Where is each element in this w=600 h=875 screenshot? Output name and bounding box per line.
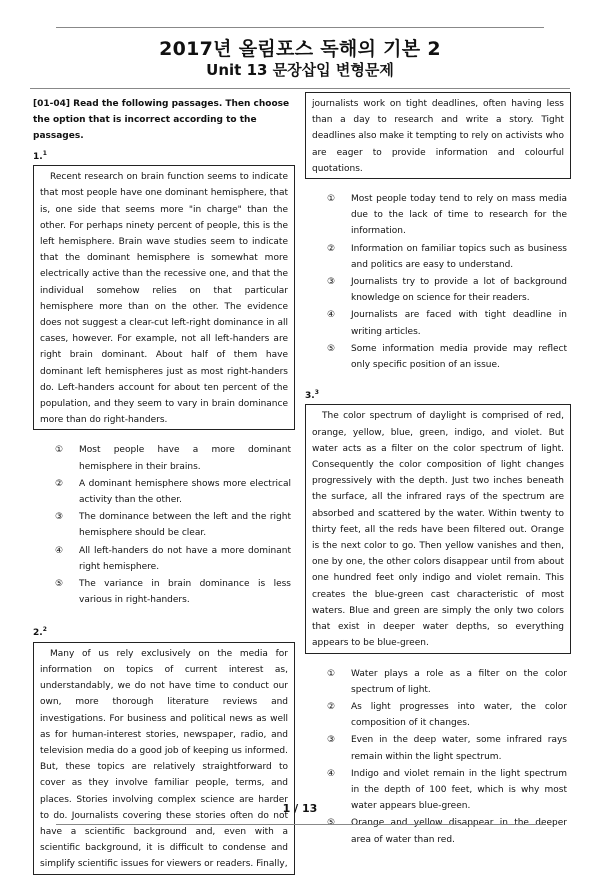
- option-marker: ③: [327, 277, 336, 288]
- options-list-1: [33, 442, 295, 608]
- option-text: The dominance between the left and the right hemisphere should be clear.: [79, 512, 291, 539]
- header-rule: [30, 88, 570, 89]
- passage-1: Recent research on brain function seems to indicate that most people have one dominant hemisphere, that is, one side that seems more "in charge" than the other. For perhaps ninety percent of people, this is the left hemisphere. Brain wave studies seem to indicate that the dominant hemisphere is somewhat more electrically active than the recessive one, and that the individual somehow relies on that particular hemisphere more than on the other. The evidence does not suggest a clear-cut left-right dominance in all cases, however. For example, not all left-handers are right brain dominant. About half of them have dominant left hemispheres just as most right-handers do. Left-handers account for about ten percent of the population, and they seem to vary in brain dominance more than do right-handers.: [33, 165, 295, 430]
- question-number-2: [33, 622, 295, 641]
- option-2-5[interactable]: [327, 341, 567, 373]
- option-3-2[interactable]: [327, 699, 567, 731]
- option-marker: ③: [327, 735, 336, 746]
- options-list-3: [305, 666, 571, 848]
- passage-2: Many of us rely exclusively on the media for information on topics of current interest as, understandably, we do not have time to conduct our own, more thorough literature reviews and investigations. For business and political news as well as for human-interest stories, newspaper, radio, and television media do a good job of keeping us informed. But, these topics are relatively straightforward to cover as they involve familiar people, terms, and places. Stories involving complex science are harder to do. Journalists covering these stories often do not have a scientific background and, even with a scientific background, it is difficult to condense and simplify scientific issues for viewers or readers. Finally,: [33, 642, 295, 875]
- option-text: Orange and yellow disappear in the deeper area of water than red.: [351, 818, 567, 845]
- option-text: Most people today tend to rely on mass media due to the lack of time to research for the information.: [351, 194, 567, 237]
- option-3-5[interactable]: [327, 815, 567, 847]
- question-number-label: 3.: [305, 391, 315, 402]
- option-marker: ①: [55, 445, 64, 456]
- question-superscript: 1: [42, 150, 47, 157]
- option-3-1[interactable]: [327, 666, 567, 698]
- option-marker: ①: [327, 668, 336, 679]
- option-1-3[interactable]: [55, 509, 291, 541]
- question-number-3: [305, 385, 571, 404]
- option-1-4[interactable]: [55, 543, 291, 575]
- option-text: Indigo and violet remain in the light spectrum in the depth of 100 feet, which is why most water appears blue-green.: [351, 768, 567, 812]
- option-text: Even in the deep water, some infrared rays remain within the light spectrum.: [351, 735, 567, 762]
- question-number-label: 1.: [33, 152, 43, 162]
- document-title: 2017년 올림포스 독해의 기본 2: [159, 38, 441, 60]
- options-list-2: [305, 191, 571, 373]
- left-column: [33, 92, 295, 875]
- passage-3: The color spectrum of daylight is comprised of red, orange, yellow, blue, green, indigo, and violet. But water acts as a filter on the color spectrum of light. Consequently the color composition of light changes progressively with the depth. Just two inches beneath the surface, all the infrared rays of the spectrum are absorbed and scattered by the water. Within twenty to thirty feet, all the reds have been filtered out. Orange is the next color to go. Then yellow vanishes and then, one by one, the other colors disappear until from about one hundred feet only indigo and violet remain. This creates the blue-green cast characteristic of most waters. Blue and green are simply the only two colors that exist in deeper water depths, so everything appears to be blue-green.: [305, 404, 571, 653]
- option-marker: ⑤: [55, 579, 64, 590]
- option-1-1[interactable]: [55, 442, 291, 474]
- passage-2-continued: journalists work on tight deadlines, often having less than a day to research and write a story. Tight deadlines also make it tempting to rely on activists who are eager to provide information and colourful quotations.: [305, 92, 571, 179]
- option-marker: ⑤: [327, 818, 336, 829]
- footer-rule: [56, 824, 544, 825]
- question-superscript: 2: [42, 626, 47, 634]
- question-superscript: 3: [314, 389, 319, 397]
- document-subtitle: Unit 13 문장삽입 변형문제: [206, 61, 394, 79]
- question-number-1: [33, 146, 295, 165]
- option-2-4[interactable]: [327, 307, 567, 339]
- option-text: Most people have a more dominant hemisphere in their brains.: [79, 445, 291, 472]
- option-marker: ①: [327, 194, 336, 205]
- instruction-text: [01-04] Read the following passages. Then choose the option that is incorrect according to the passages.: [33, 99, 290, 141]
- option-text: Information on familiar topics such as business and politics are easy to understand.: [351, 243, 567, 270]
- option-3-3[interactable]: [327, 732, 567, 764]
- option-marker: ②: [327, 243, 336, 254]
- option-text: Water plays a role as a filter on the color spectrum of light.: [351, 668, 567, 695]
- top-rule: [56, 27, 544, 28]
- option-1-2[interactable]: [55, 476, 291, 508]
- option-marker: ③: [55, 512, 64, 523]
- option-1-5[interactable]: [55, 576, 291, 608]
- option-marker: ②: [55, 478, 64, 489]
- option-marker: ⑤: [327, 343, 336, 354]
- option-text: Journalists are faced with tight deadline in writing articles.: [351, 310, 567, 337]
- option-2-2[interactable]: [327, 241, 567, 273]
- question-number-label: 2.: [33, 628, 43, 639]
- option-text: All left-handers do not have a more dominant right hemisphere.: [79, 545, 291, 572]
- option-marker: ②: [327, 701, 336, 712]
- option-2-1[interactable]: [327, 191, 567, 240]
- option-text: The variance in brain dominance is less various in right-handers.: [79, 579, 291, 606]
- option-marker: ④: [55, 545, 64, 556]
- option-marker: ④: [327, 310, 336, 321]
- option-2-3[interactable]: [327, 274, 567, 306]
- option-text: A dominant hemisphere shows more electrical activity than the other.: [79, 478, 291, 506]
- option-text: Some information media provide may reflect only specific position of an issue.: [351, 343, 567, 371]
- page-number: 1 / 13: [282, 802, 318, 815]
- right-column: [305, 92, 571, 849]
- option-text: As light progresses into water, the color composition of it changes.: [351, 701, 567, 729]
- option-text: Journalists try to provide a lot of background knowledge on science for their readers.: [351, 277, 567, 304]
- option-marker: ④: [327, 768, 336, 779]
